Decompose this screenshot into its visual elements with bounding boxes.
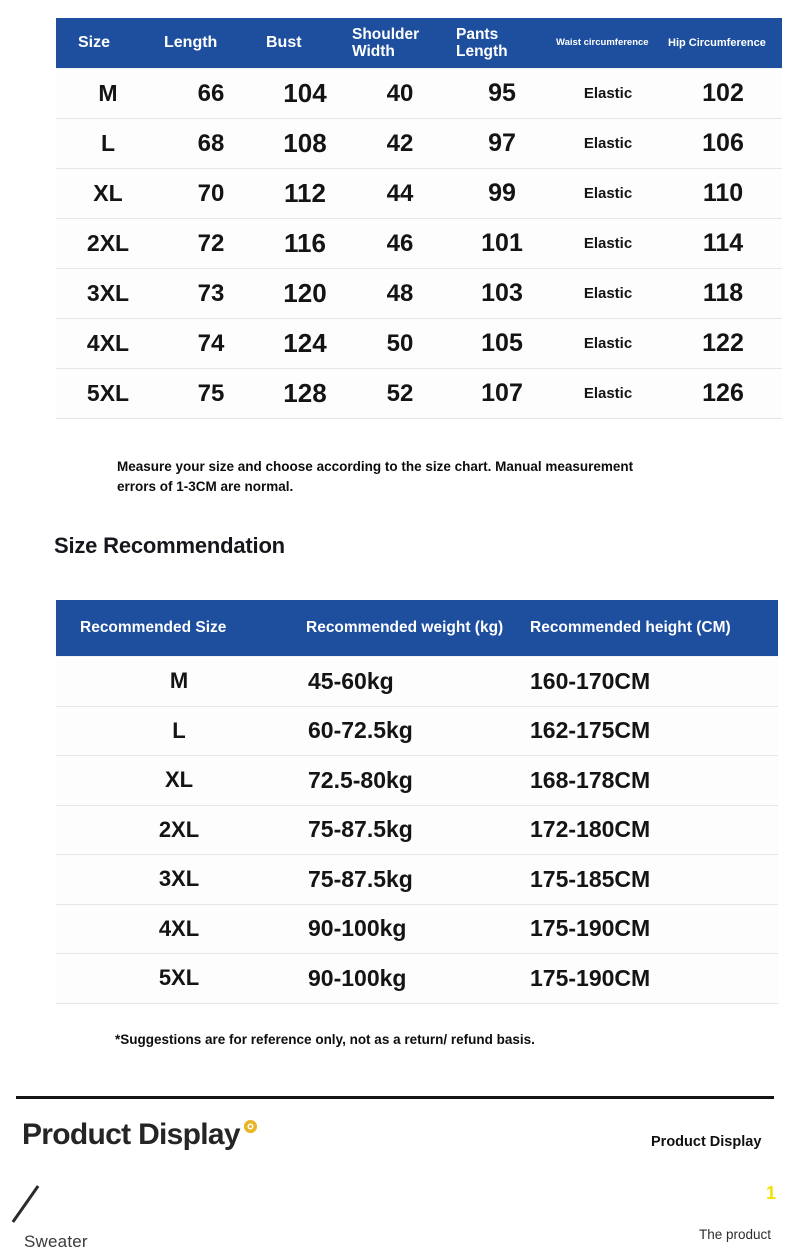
cell-shoulder: 52 bbox=[348, 369, 452, 419]
cell-recommended-weight: 72.5-80kg bbox=[302, 756, 526, 806]
recommendation-table-header bbox=[56, 600, 778, 657]
column-header-pants-length: Pants Length bbox=[452, 18, 552, 69]
table-row bbox=[56, 269, 782, 319]
cell-waist: Elastic bbox=[552, 219, 664, 269]
cell-recommended-height: 172-180CM bbox=[526, 805, 778, 855]
size-recommendation-table bbox=[56, 600, 778, 1004]
cell-waist: Elastic bbox=[552, 169, 664, 219]
cell-recommended-size: 5XL bbox=[56, 954, 302, 1004]
cell-recommended-height: 175-185CM bbox=[526, 855, 778, 905]
cell-hip: 106 bbox=[664, 119, 782, 169]
recommendation-table-body bbox=[56, 657, 778, 1004]
dot-accent-icon bbox=[244, 1120, 257, 1133]
cell-bust: 128 bbox=[262, 369, 348, 419]
table-row bbox=[56, 954, 778, 1004]
cell-length: 72 bbox=[160, 219, 262, 269]
product-display-heading-text: Product Display bbox=[22, 1118, 240, 1151]
product-display-side-number: 1 bbox=[766, 1183, 777, 1203]
cell-waist: Elastic bbox=[552, 369, 664, 419]
cell-pants: 95 bbox=[452, 69, 552, 119]
diagonal-slash-icon bbox=[12, 1185, 40, 1223]
cell-hip: 102 bbox=[664, 69, 782, 119]
cell-length: 68 bbox=[160, 119, 262, 169]
cell-size: 5XL bbox=[56, 369, 160, 419]
column-header-recommended-weight: Recommended weight (kg) bbox=[302, 600, 526, 657]
table-row bbox=[56, 904, 778, 954]
cell-pants: 103 bbox=[452, 269, 552, 319]
cell-hip: 118 bbox=[664, 269, 782, 319]
product-item-label: Sweater bbox=[24, 1232, 88, 1251]
cell-recommended-weight: 90-100kg bbox=[302, 954, 526, 1004]
cell-pants: 107 bbox=[452, 369, 552, 419]
cell-hip: 110 bbox=[664, 169, 782, 219]
product-display-side-heading: Product Display bbox=[651, 1134, 762, 1150]
cell-size: 4XL bbox=[56, 319, 160, 369]
measurement-header-row bbox=[56, 18, 782, 69]
table-row bbox=[56, 169, 782, 219]
cell-pants: 105 bbox=[452, 319, 552, 369]
table-row bbox=[56, 369, 782, 419]
cell-waist: Elastic bbox=[552, 319, 664, 369]
cell-hip: 114 bbox=[664, 219, 782, 269]
recommendation-header-row bbox=[56, 600, 778, 657]
cell-recommended-weight: 75-87.5kg bbox=[302, 805, 526, 855]
cell-bust: 124 bbox=[262, 319, 348, 369]
cell-recommended-weight: 75-87.5kg bbox=[302, 855, 526, 905]
cell-length: 66 bbox=[160, 69, 262, 119]
cell-size: 3XL bbox=[56, 269, 160, 319]
cell-hip: 126 bbox=[664, 369, 782, 419]
measurement-table-body bbox=[56, 69, 782, 419]
cell-shoulder: 44 bbox=[348, 169, 452, 219]
cell-shoulder: 46 bbox=[348, 219, 452, 269]
column-header-size: Size bbox=[56, 18, 160, 69]
table-row bbox=[56, 219, 782, 269]
cell-recommended-weight: 60-72.5kg bbox=[302, 706, 526, 756]
cell-bust: 104 bbox=[262, 69, 348, 119]
column-header-bust: Bust bbox=[262, 18, 348, 69]
column-header-hip-circumference: Hip Circumference bbox=[664, 18, 782, 69]
cell-recommended-weight: 45-60kg bbox=[302, 657, 526, 707]
column-header-recommended-size: Recommended Size bbox=[56, 600, 302, 657]
cell-length: 74 bbox=[160, 319, 262, 369]
page-title-size-recommendation: Size Recommendation bbox=[54, 533, 285, 558]
product-display-side-caption: The product bbox=[699, 1227, 772, 1242]
suggestion-disclaimer-note: *Suggestions are for reference only, not as a return/ refund basis. bbox=[115, 1032, 535, 1047]
table-row bbox=[56, 805, 778, 855]
cell-size: 2XL bbox=[56, 219, 160, 269]
cell-recommended-size: 2XL bbox=[56, 805, 302, 855]
cell-length: 73 bbox=[160, 269, 262, 319]
cell-recommended-size: XL bbox=[56, 756, 302, 806]
cell-waist: Elastic bbox=[552, 119, 664, 169]
measurement-size-chart-table bbox=[56, 18, 782, 419]
cell-recommended-size: M bbox=[56, 657, 302, 707]
cell-recommended-size: 4XL bbox=[56, 904, 302, 954]
cell-shoulder: 40 bbox=[348, 69, 452, 119]
cell-shoulder: 48 bbox=[348, 269, 452, 319]
measurement-note: Measure your size and choose according to the size chart. Manual measurement errors of 1-3CM are normal. bbox=[117, 459, 634, 494]
cell-bust: 112 bbox=[262, 169, 348, 219]
cell-recommended-height: 168-178CM bbox=[526, 756, 778, 806]
cell-hip: 122 bbox=[664, 319, 782, 369]
cell-recommended-height: 162-175CM bbox=[526, 706, 778, 756]
column-header-recommended-height: Recommended height (CM) bbox=[526, 600, 778, 657]
cell-size: M bbox=[56, 69, 160, 119]
section-divider bbox=[16, 1096, 774, 1099]
cell-bust: 108 bbox=[262, 119, 348, 169]
cell-bust: 120 bbox=[262, 269, 348, 319]
table-row bbox=[56, 119, 782, 169]
cell-pants: 101 bbox=[452, 219, 552, 269]
cell-shoulder: 50 bbox=[348, 319, 452, 369]
cell-waist: Elastic bbox=[552, 269, 664, 319]
column-header-waist-circumference: Waist circumference bbox=[552, 18, 664, 69]
table-row bbox=[56, 756, 778, 806]
cell-recommended-height: 160-170CM bbox=[526, 657, 778, 707]
product-display-block bbox=[22, 1120, 240, 1150]
cell-recommended-weight: 90-100kg bbox=[302, 904, 526, 954]
column-header-length: Length bbox=[160, 18, 262, 69]
cell-recommended-height: 175-190CM bbox=[526, 954, 778, 1004]
table-row bbox=[56, 319, 782, 369]
product-display-heading bbox=[22, 1120, 240, 1150]
cell-recommended-height: 175-190CM bbox=[526, 904, 778, 954]
cell-pants: 99 bbox=[452, 169, 552, 219]
cell-recommended-size: 3XL bbox=[56, 855, 302, 905]
table-row bbox=[56, 69, 782, 119]
cell-bust: 116 bbox=[262, 219, 348, 269]
cell-size: XL bbox=[56, 169, 160, 219]
cell-length: 75 bbox=[160, 369, 262, 419]
measurement-table-header bbox=[56, 18, 782, 69]
cell-pants: 97 bbox=[452, 119, 552, 169]
cell-size: L bbox=[56, 119, 160, 169]
table-row bbox=[56, 706, 778, 756]
cell-length: 70 bbox=[160, 169, 262, 219]
table-row bbox=[56, 855, 778, 905]
cell-recommended-size: L bbox=[56, 706, 302, 756]
column-header-shoulder-width: Shoulder Width bbox=[348, 18, 452, 69]
cell-waist: Elastic bbox=[552, 69, 664, 119]
table-row bbox=[56, 657, 778, 707]
cell-shoulder: 42 bbox=[348, 119, 452, 169]
